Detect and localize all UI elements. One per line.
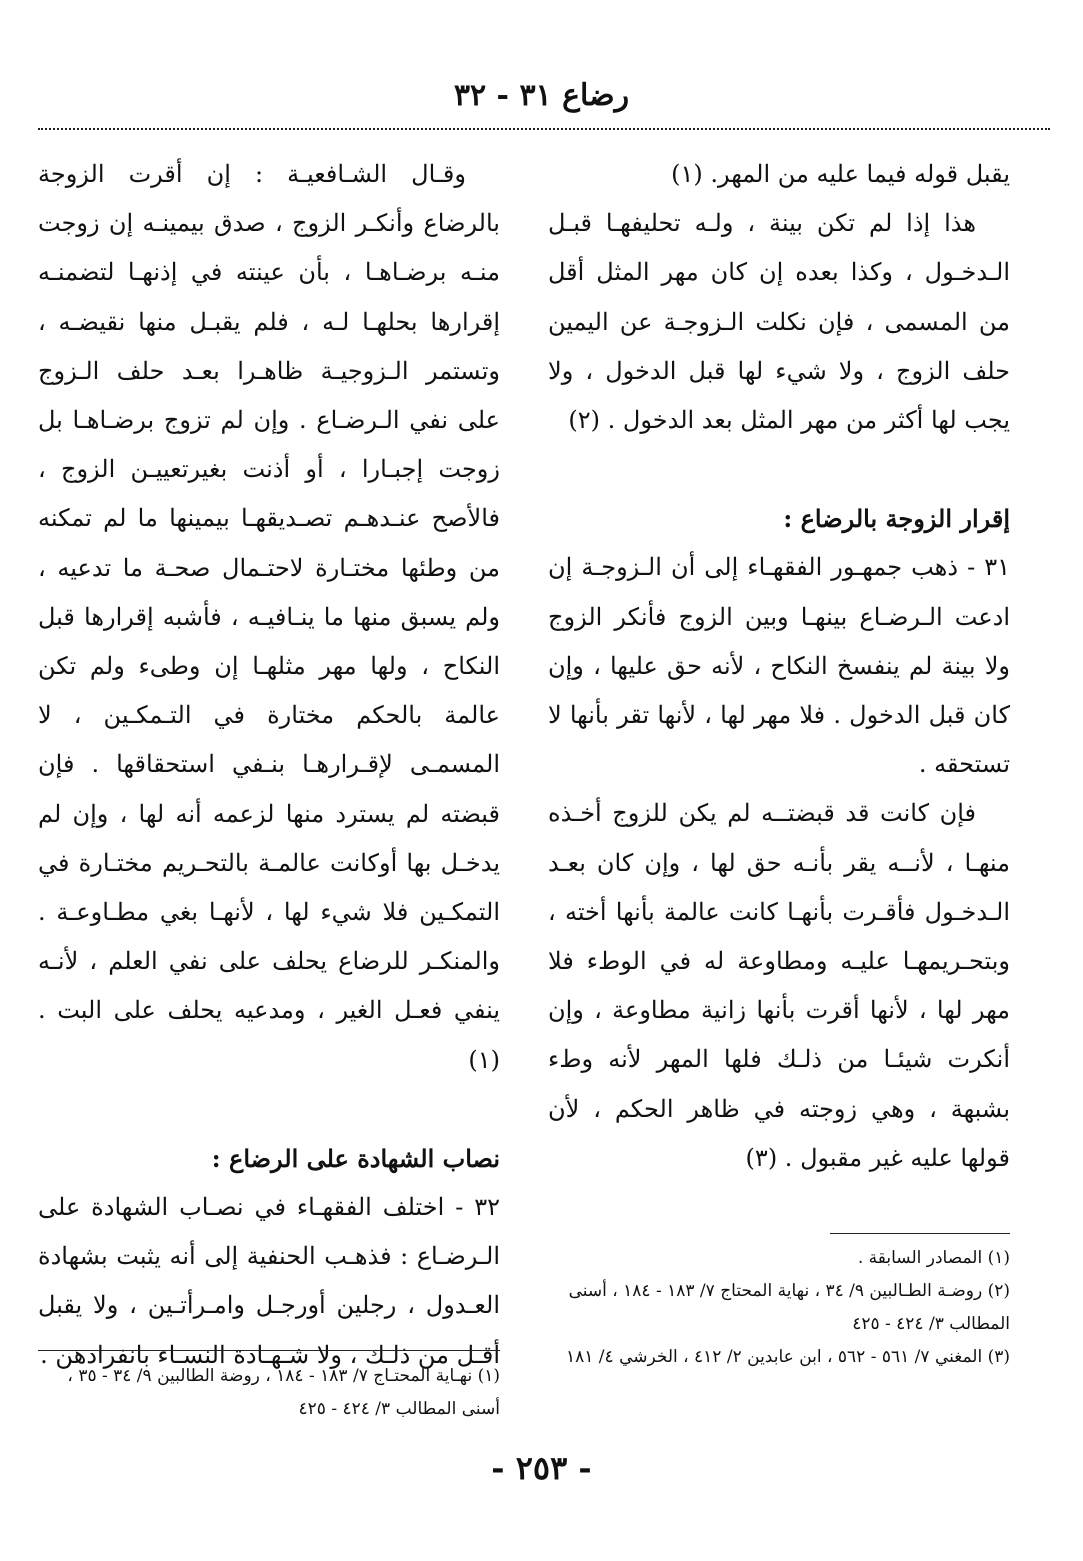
paragraph: ٣١ - ذهب جمهـور الفقهـاء إلى أن الـزوجـة إن ادعت الـرضـاع بينهـا وبين الزوج فأنكر الزوج ولا بينة لم ينفسخ النكاح ، لأنه حق عليها ، وإن كان قبل الدخول . فلا مهر لها ، لأنها تقر بأنها لا تستحقه .	[548, 553, 1010, 779]
footnote: (٣) المغني ٧/ ٥٦١ - ٥٦٢ ، ابن عابدين ٢/ ٤١٢ ، الخرشي ٤/ ١٨١	[565, 1347, 1010, 1367]
left-column	[38, 150, 500, 1380]
paragraph: فإن كانت قد قبضتــه لم يكن للزوج أخـذه منهـا ، لأنــه يقر بأنـه حق لها ، وإن كان بعـد الـدخـول فأقـرت بأنهـا كانت عالمة بأنها أخته ، وبتحـريمهـا عليـه ومطاوعة له في الوطء فلا مهر لها ، لأنها أقرت بأنها زانية مطاوعة ، وإن أنكرت شيئـا من ذلـك فلها المهر لأنه وطء بشبهة ، وهي زوجته في ظاهر الحكم ، لأن قولها عليه غير مقبول . (٣)	[548, 799, 1010, 1172]
spacer	[38, 1085, 500, 1134]
page-number: - ٢٥٣ -	[491, 1449, 592, 1487]
right-column	[548, 150, 1010, 1183]
paragraph: وقـال الشـافعيـة : إن أقرت الزوجة بالرضاع وأنكـر الزوج ، صدق بيمينـه إن زوجت منـه برضـاهـا ، بأن عينته في إذنهـا لتضمنـه إقرارها بحلهـا لـه ، فلم يقبـل منها نقيضـه ، وتستمر الـزوجيـة ظاهـرا بعـد حلف الـزوج على نفي الـرضـاع . وإن لم تزوج برضـاهـا بل زوجت إجبـارا ، أو أذنت بغيرتعييـن الزوج ، فالأصح عنـدهـم تصـديقهـا بيمينها ما لم تمكنه من وطئها مختـارة لاحتـمال صحـة ما تدعيه ، ولم يسبق منها ما ينـافيـه ، فأشبه إقرارها قبل النكاح ، ولها مهر مثلهـا إن وطىء ولم تكن عالمة بالحكم مختارة في التـمكـين ، لا المسمـى لإقـرارهـا بنـفي استحقاقها . فإن قبضته لم يسترد منها لزعمه أنه لها ، وإن لم يدخـل بها أوكانت عالمـة بالتحـريم مختـارة في التمكـين فلا شيء لها ، لأنهـا بغي مطـاوعـة . والمنكـر للرضاع يحلف على نفي العلم ، لأنـه ينفي فعـل الغير ، ومدعيه يحلف على البت . (١)	[38, 160, 500, 1074]
header-dotted-rule	[38, 128, 1050, 130]
spacer	[548, 445, 1010, 494]
footnote-rule	[830, 1233, 1010, 1234]
footnote: (١) نهـاية المحتـاج ٧/ ١٨٣ - ١٨٤ ، روضة الطالبين ٩/ ٣٤ - ٣٥ ، أسنى المطالب ٣/ ٤٢٤ - ٤٢٥	[67, 1366, 500, 1419]
footnote: (١) المصادر السابقة .	[857, 1248, 1010, 1268]
footnote: (٢) روضـة الطـالبين ٩/ ٣٤ ، نهاية المحتاج ٧/ ١٨٣ - ١٨٤ ، أسنى المطالب ٣/ ٤٢٤ - ٤٢٥	[568, 1281, 1010, 1334]
paragraph: ٣٢ - اختلف الفقهـاء في نصـاب الشهادة على الـرضـاع : فذهـب الحنفية إلى أنه يثبت بشهادة العـدول ، رجلين أورجـل وامـرأتـين ، ولا يقبل أقـل من ذلـك ، ولا شـهـادة النسـاء بانفرادهن .	[38, 1193, 500, 1369]
paragraph: هذا إذا لم تكن بينة ، ولـه تحليفهـا قبـل الـدخـول ، وكذا بعده إن كان مهر المثل أقل من المسمى ، فإن نكلت الـزوجـة عن اليمين حلف الزوج ، ولا شيء لها قبل الدخول ، ولا يجب لها أكثر من مهر المثل بعد الدخول . (٢)	[548, 209, 1010, 435]
section-heading: إقرار الزوجة بالرضاع :	[783, 504, 1010, 534]
footnote-rule	[38, 1350, 500, 1351]
footnotes-right	[548, 1242, 1010, 1374]
footnotes-left	[38, 1360, 500, 1426]
running-header: رضاع ٣١ - ٣٢	[453, 78, 630, 113]
section-heading: نصاب الشهادة على الرضاع :	[211, 1143, 500, 1173]
paragraph: يقبل قوله فيما عليه من المهر. (١)	[671, 160, 1010, 188]
